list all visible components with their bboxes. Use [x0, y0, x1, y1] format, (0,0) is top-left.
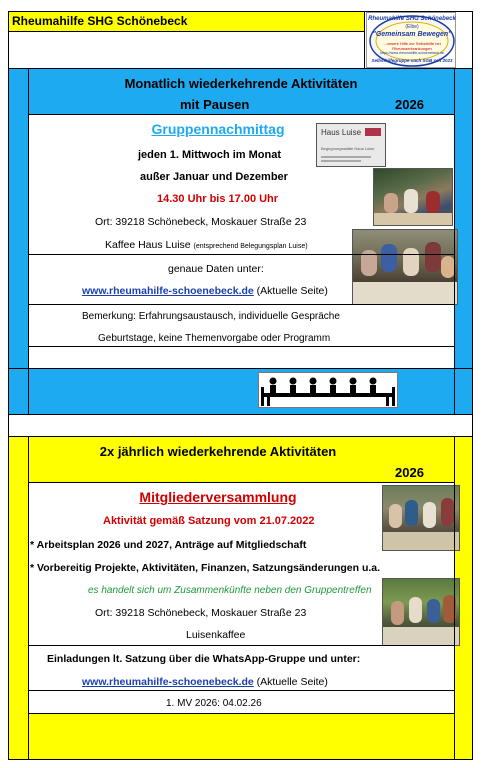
section2-title: 2x jährlich wiederkehrende Aktivitäten [99, 444, 337, 459]
section2-bullet1: * Arbeitsplan 2026 und 2027, Anträge auf Mitgliedschaft [30, 539, 307, 551]
section1-info-label: genaue Daten unter: [168, 263, 264, 275]
sign-logo-mark [365, 128, 381, 136]
section1-link-line [82, 285, 328, 297]
gruppennachmittag-heading: Gruppennachmittag [151, 121, 285, 137]
grid-line [28, 68, 29, 415]
logo [366, 12, 456, 68]
grid-line [8, 68, 473, 69]
assembly-photo-2 [382, 578, 460, 646]
grid-line [28, 690, 455, 691]
haus-luise-sign-image [316, 123, 386, 167]
grid-line [28, 346, 455, 347]
section1-schedule-line1: jeden 1. Mittwoch im Monat [138, 149, 282, 161]
logo-motto: "Gemeinsam Bewegen" [372, 31, 452, 38]
section2-year: 2026 [395, 465, 424, 480]
assembly-photo-1 [382, 485, 460, 551]
section1-location: Ort: 39218 Schönebeck, Moskauer Straße 23 [95, 216, 307, 228]
meeting-clipart [258, 372, 398, 408]
grid-line [454, 68, 455, 415]
section1-website-link[interactable]: www.rheumahilfe-schoenebeck.de [82, 285, 254, 297]
section2-left-strip [9, 436, 28, 759]
grid-line [8, 436, 473, 437]
section1-venue: Kaffee Haus Luise [105, 239, 191, 251]
grid-line [472, 11, 473, 760]
section2-date-line: 1. MV 2026: 04.02.26 [166, 698, 262, 709]
mitgliederversammlung-heading: Mitgliederversammlung [139, 489, 297, 505]
spacer-row [9, 415, 472, 436]
group-photo-1 [373, 168, 453, 226]
section2-bullet2: * Vorbereitig Projekte, Aktivitäten, Finanzen, Satzungsänderungen u.a. [30, 562, 381, 574]
logo-tagline1: ...unsere Hilfe zur Selbsthilfe bei [383, 41, 441, 46]
meeting-table-icon [259, 373, 397, 407]
section1-subtitle: mit Pausen [180, 97, 250, 112]
section1-venue-note: (entsprechend Belegungsplan Luise) [193, 243, 308, 250]
section1-time: 14.30 Uhr bis 17.00 Uhr [157, 193, 279, 205]
section2-link-line [82, 676, 328, 688]
section1-left-strip [9, 68, 28, 415]
grid-line [8, 11, 473, 12]
section1-remark2: Geburtstage, keine Themenvorgabe oder Programm [98, 333, 331, 344]
grid-line [8, 11, 9, 760]
logo-url: https://www.rheumahilfe-schoenebeck.de [380, 51, 444, 55]
grid-line [8, 759, 473, 760]
sign-title: Haus Luise [321, 128, 362, 137]
section2-subheading: Aktivität gemäß Satzung vom 21.07.2022 [103, 515, 315, 527]
group-photo-2 [352, 229, 458, 305]
grid-line [454, 436, 455, 759]
grid-line [8, 31, 365, 32]
header-title: Rheumahilfe SHG Schönebeck [12, 14, 188, 28]
logo-top-text: Rheumahilfe SHG Schönebeck [368, 16, 456, 22]
grid-line [28, 114, 455, 115]
grid-line [28, 304, 455, 305]
grid-line [28, 645, 455, 646]
grid-line [28, 436, 29, 759]
grid-line [28, 254, 455, 255]
logo-tagline2: Rheumaerkrankungen [392, 46, 432, 51]
section2-invite: Einladungen lt. Satzung über die WhatsApp-Gruppe und unter: [47, 653, 361, 665]
section2-location: Ort: 39218 Schönebeck, Moskauer Straße 23 [95, 607, 307, 619]
section1-remark1: Bemerkung: Erfahrungsaustausch, individuelle Gespräche [82, 311, 340, 322]
section1-schedule-line2: außer Januar und Dezember [140, 171, 288, 183]
grid-line [8, 368, 473, 369]
logo-bottom-text: Selbsthilfegruppe nach SGB seit 2023 [371, 58, 453, 63]
section2-link-suffix: (Aktuelle Seite) [256, 676, 328, 688]
section2-website-link[interactable]: www.rheumahilfe-schoenebeck.de [82, 676, 254, 688]
section1-venue-line [105, 239, 308, 251]
section1-year: 2026 [395, 97, 424, 112]
section1-link-suffix: (Aktuelle Seite) [256, 285, 328, 297]
grid-line [28, 713, 455, 714]
header-blank-row [9, 31, 364, 68]
grid-line [28, 482, 455, 483]
section2-venue: Luisenkaffee [186, 629, 246, 641]
grid-line [8, 414, 473, 415]
section1-title: Monatlich wiederkehrende Aktivitäten [124, 76, 358, 91]
sign-text: Begegnungsstätte Haus Luise [321, 146, 375, 151]
section2-note: es handelt sich um Zusammenkünfte neben den Gruppentreffen [88, 585, 372, 596]
logo-middle-text: (Elbe) [405, 24, 419, 30]
grid-line [364, 11, 365, 68]
section2-bottom-band [28, 713, 454, 759]
section2-heading-wrap [28, 489, 408, 507]
